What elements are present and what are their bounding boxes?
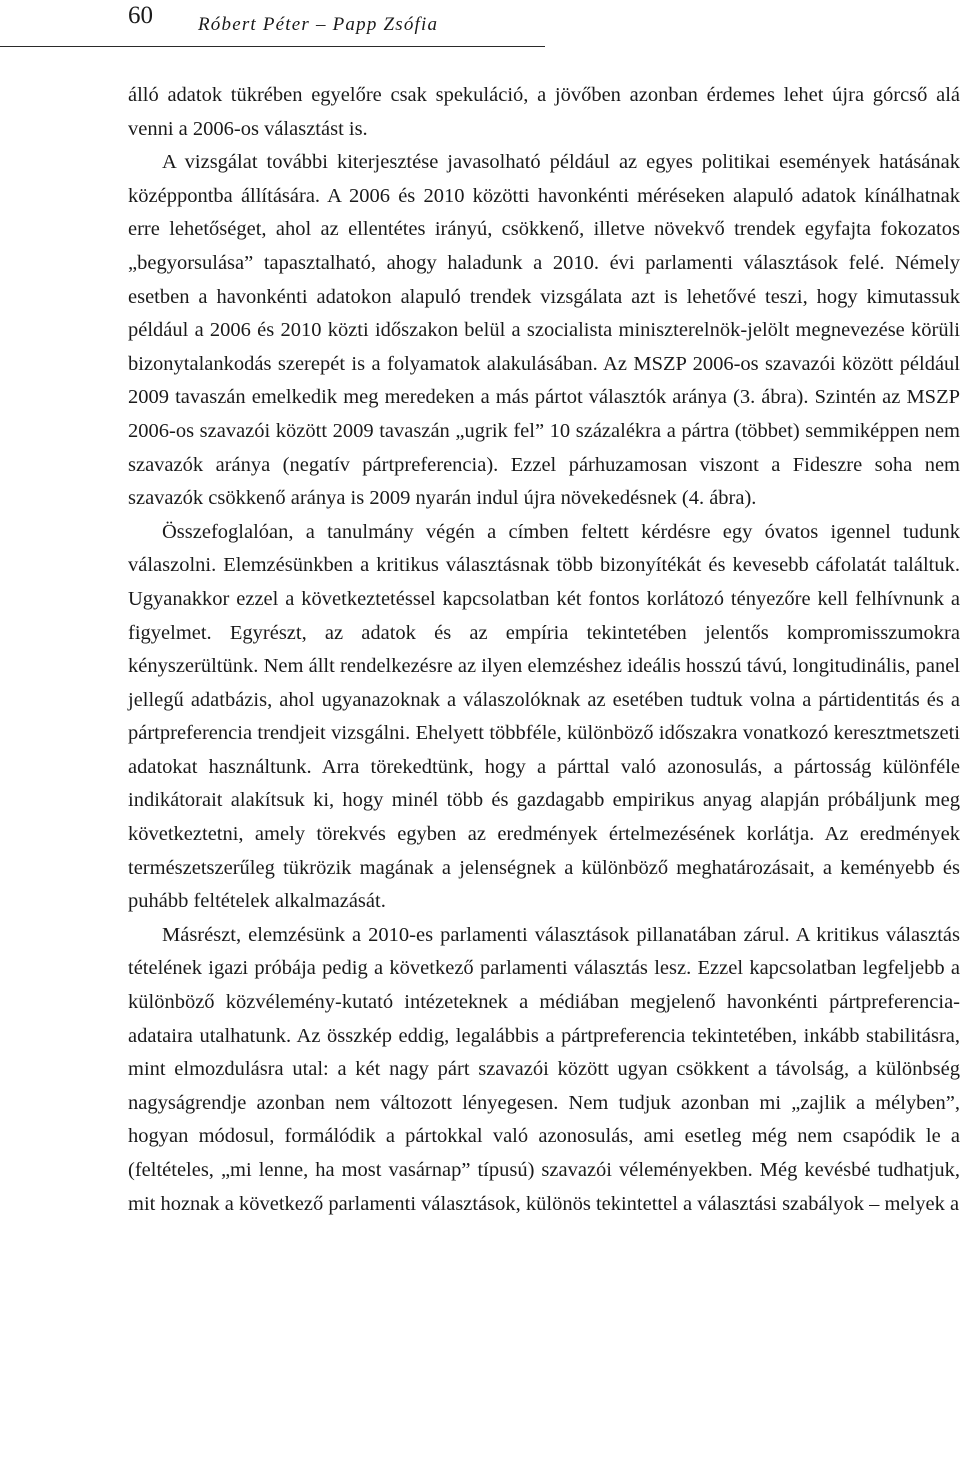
paragraph: Másrészt, elemzésünk a 2010-es parlamenti választások pillanatában zárul. A kritikus választás tételének igazi próbája pedig a következő parlamenti választás lesz. Ezzel kapcsolatban legfeljebb a különböző közvélemény-kutató intézeteknek a médiában megjelenő havonkénti pártpreferencia-adataira utalhatunk. Az összkép eddig, legalábbis a pártpreferencia tekintetében, inkább stabilitásra, mint elmozdulásra utal: a két nagy párt szavazói között ugyan csökkent a távolság, a különbség nagyságrendje azonban nem változott lényegesen. Nem tudjuk azonban mi „zajlik a mélyben”, hogyan módosul, formálódik a pártokkal való azonosulás, ami esetleg még nem csapódik le a (feltételes, „mi lenne, ha most vasárnap” típusú) szavazói véleményekben. Még kevésbé tudhatjuk, mit hoznak a következő parlamenti választások, különös tekintettel a választási szabályok – melyek a [128,923,960,1215]
paragraph: A vizsgálat további kiterjesztése javasolható például az egyes politikai események hatásának középpontba állítására. A 2006 és 2010 közötti havonkénti méréseken alapuló adatok kínálhatnak erre lehetőséget, ahol az ellentétes irányú, csökkenő, illetve növekvő trendek egyfajta fokozatos „begyorsulása” tapasztalható, ahogy haladunk a 2010. évi parlamenti választások felé. Némely esetben a havonkénti adatokon alapuló trendek vizsgálata azt is lehetővé teszi, hogy kimutassuk például a 2006 és 2010 közti időszakon belül a szocialista miniszterelnök-jelölt megnevezése körüli bizonytalankodás szerepét is a folyamatok alakulásában. Az MSZP 2006-os szavazói között például 2009 tavaszán emelkedik meg meredeken a más pártot választók aránya (3. ábra). Szintén az MSZP 2006-os szavazói között 2009 tavaszán „ugrik fel” 10 százalékra a pártra (többet) semmiképpen nem szavazók aránya (negatív pártpreferencia). Ezzel párhuzamosan viszont a Fideszre soha nem szavazók csökkenő aránya is 2009 nyarán indul újra növekedésnek (4. ábra). [128,151,960,510]
paragraph: Összefoglalóan, a tanulmány végén a címben feltett kérdésre egy óvatos igennel tudunk válaszolni. Elemzésünkben a kritikus választásnak több bizonyítékát és kevesebb cáfolatát találtuk. Ugyanakkor ezzel a következtetéssel kapcsolatban két fontos korlátozó tényezőre kell felhívnunk a figyelmet. Egyrészt, az adatok és az empíria tekintetében jelentős kompromisszumokra kényszerültünk. Nem állt rendelkezésre az ilyen elemzéshez ideális hosszú távú, longitudinális, panel jellegű adatbázis, ahol ugyanazoknak a válaszolóknak az esetében tudtuk volna a pártidentitás és a pártpreferencia trendjeit vizsgálni. Ehelyett többféle, különböző időszakra vonatkozó keresztmetszeti adatokat használtunk. Arra törekedtünk, hogy a párttal való azonosulás, a pártosság különféle indikátorait alakítsuk ki, hogy minél több és gazdagabb empirikus anyag alapján próbáljunk meg következtetni, amely törekvés egyben az eredmények értelmezésének korlátja. Az eredmények természetszerűleg tükrözik magának a jelenségnek a különböző meghatározásait, a keményebb és puhább feltételek alkalmazását. [128,520,960,913]
page-number: 60 [128,2,153,29]
paragraph: álló adatok tükrében egyelőre csak spekuláció, a jövőben azonban érdemes lehet újra górcső alá venni a 2006-os választást is. [128,84,960,140]
running-head: Róbert Péter – Papp Zsófia [198,14,439,35]
body-text [128,79,960,1221]
page-header [0,0,545,47]
